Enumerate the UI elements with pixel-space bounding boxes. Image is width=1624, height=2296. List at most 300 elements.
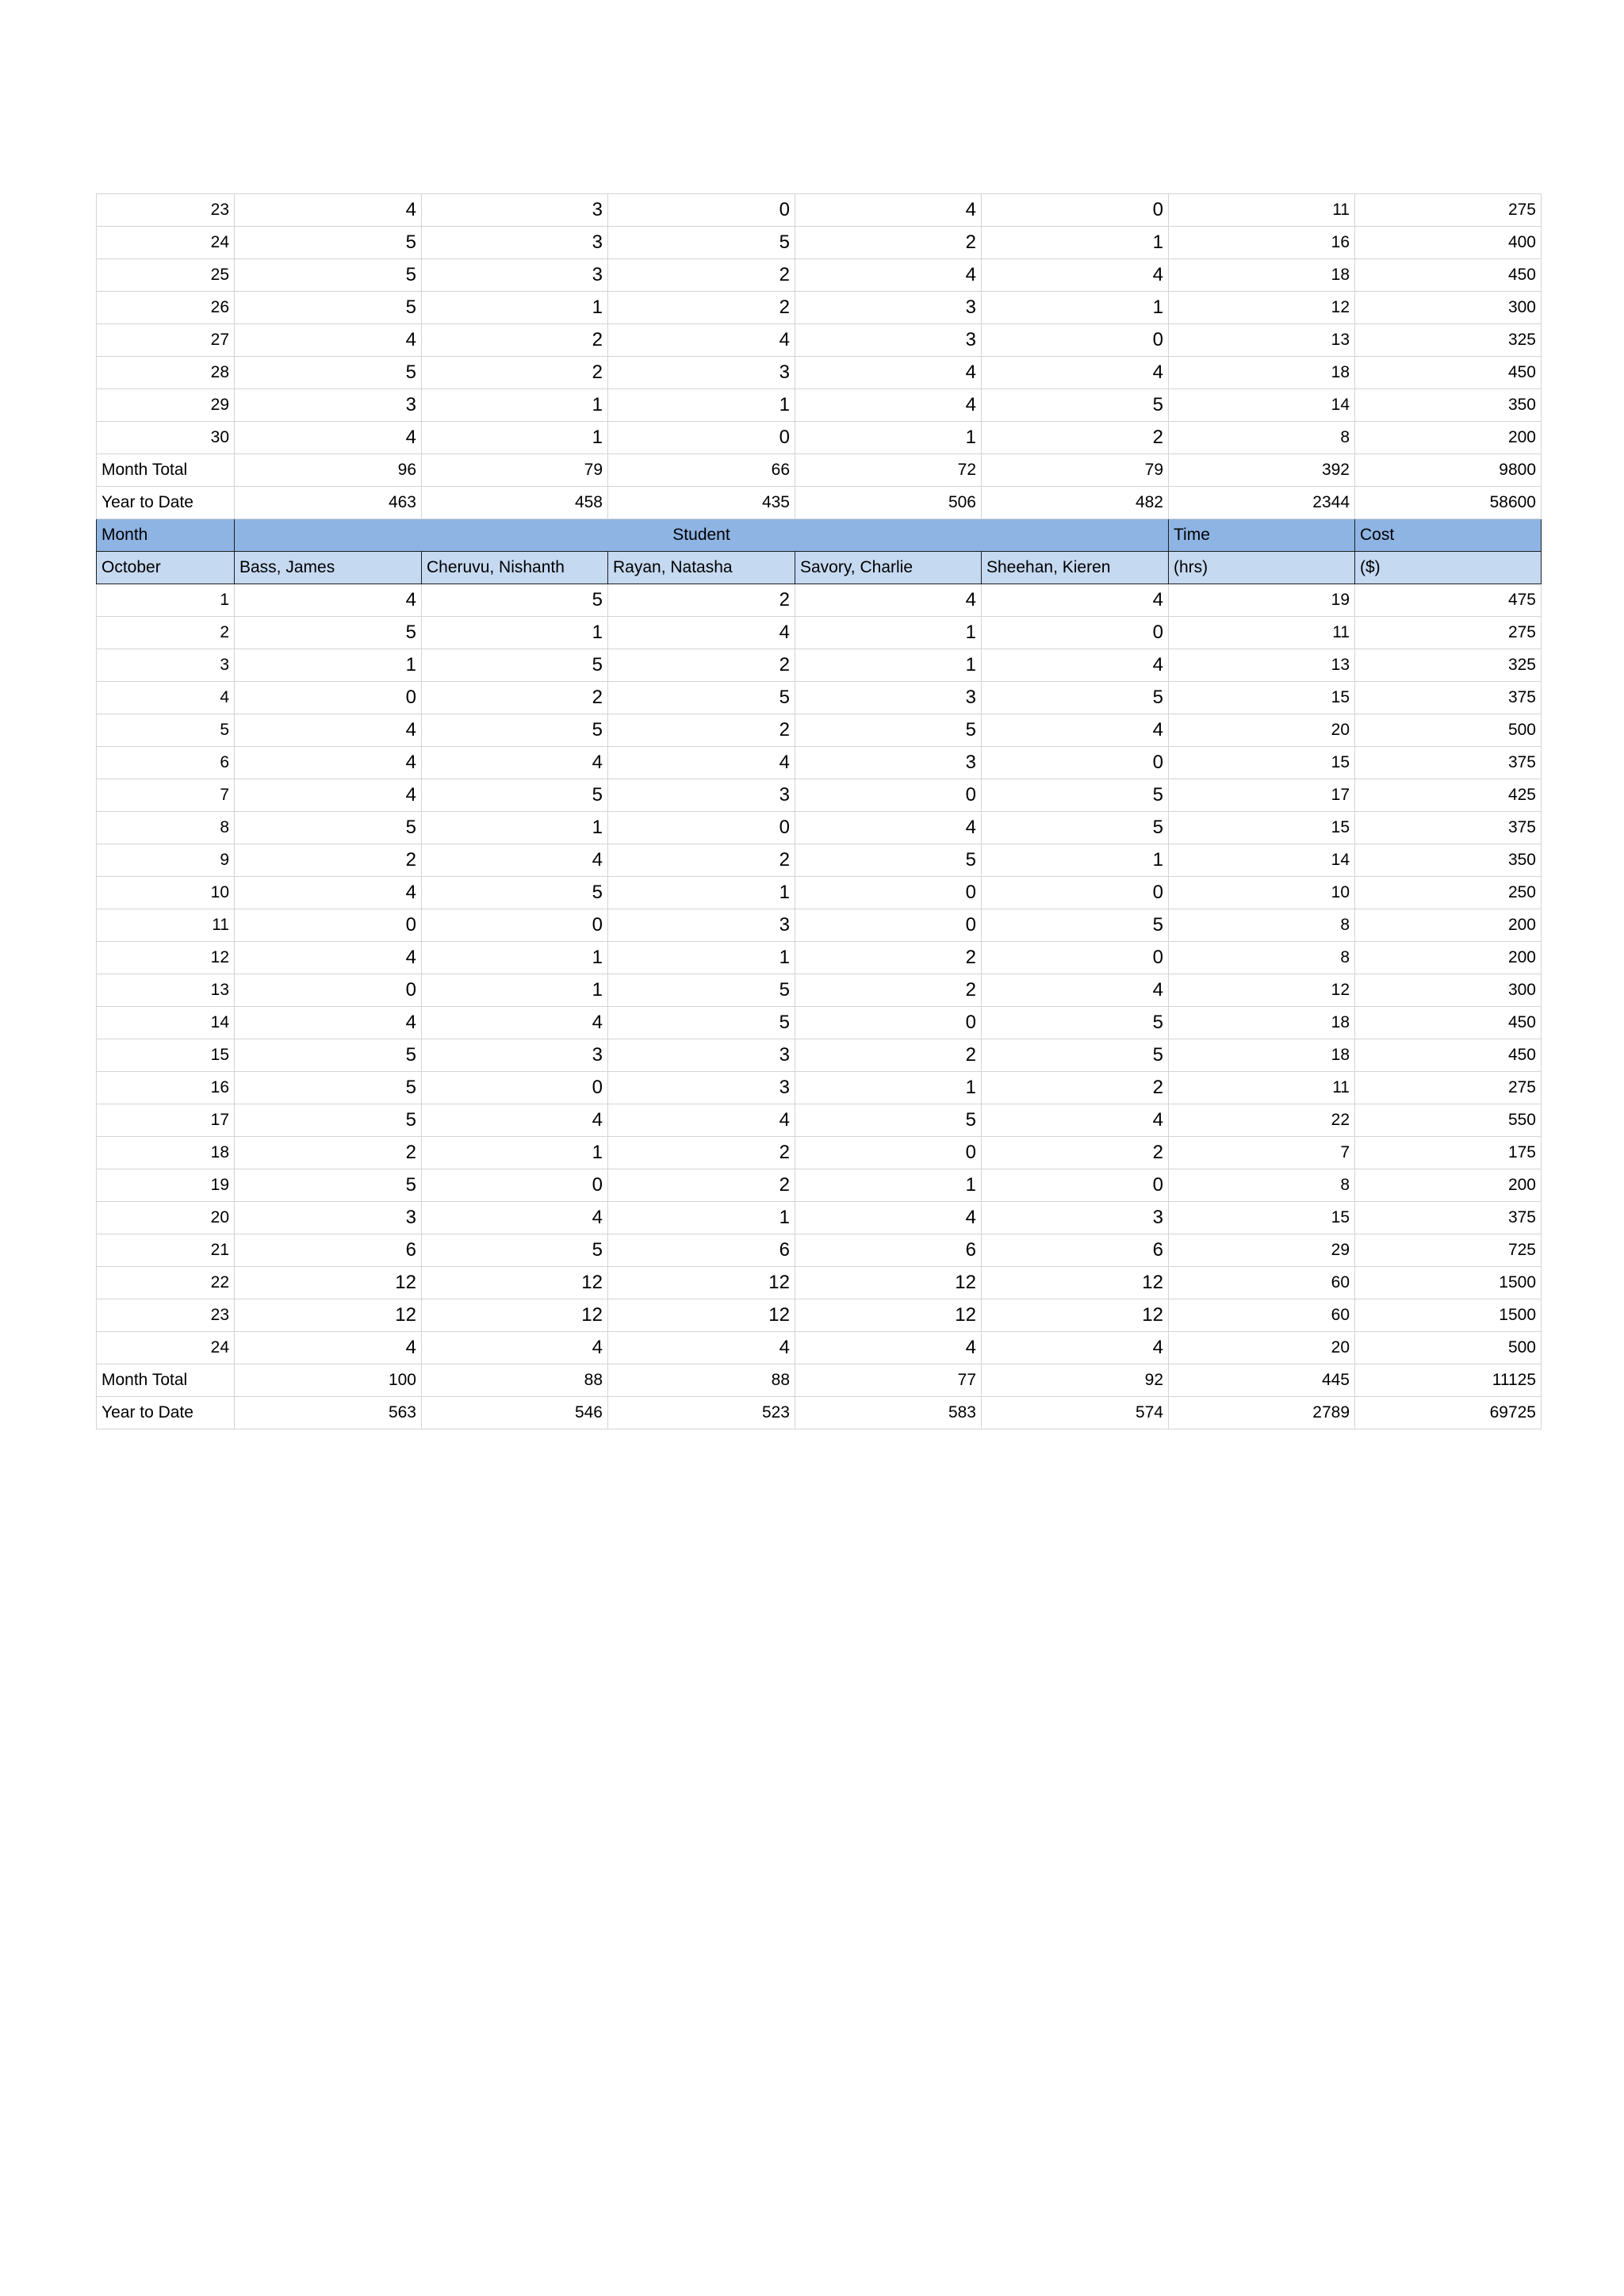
student-hours-cell[interactable]: 0 bbox=[982, 747, 1169, 779]
student-hours-cell[interactable]: 2 bbox=[795, 1039, 982, 1072]
student-hours-cell[interactable]: 2 bbox=[235, 844, 422, 877]
day-cell[interactable]: 23 bbox=[97, 1299, 235, 1332]
student-hours-cell[interactable]: 12 bbox=[982, 1267, 1169, 1299]
time-cell[interactable]: 8 bbox=[1169, 909, 1355, 942]
student-hours-cell[interactable]: 4 bbox=[422, 747, 608, 779]
time-total-cell[interactable]: 392 bbox=[1169, 454, 1355, 487]
student-hours-cell[interactable]: 0 bbox=[422, 1169, 608, 1202]
student-hours-cell[interactable]: 3 bbox=[608, 1039, 795, 1072]
student-hours-cell[interactable]: 5 bbox=[608, 974, 795, 1007]
cost-header: Cost bbox=[1355, 519, 1542, 552]
time-cell[interactable]: 29 bbox=[1169, 1234, 1355, 1267]
student-hours-cell[interactable]: 1 bbox=[422, 974, 608, 1007]
student-hours-cell[interactable]: 6 bbox=[608, 1234, 795, 1267]
student-total-cell[interactable]: 92 bbox=[982, 1364, 1169, 1397]
day-cell[interactable]: 23 bbox=[97, 194, 235, 227]
cost-cell[interactable]: 200 bbox=[1355, 909, 1542, 942]
student-total-cell[interactable]: 77 bbox=[795, 1364, 982, 1397]
student-hours-cell[interactable]: 1 bbox=[422, 389, 608, 422]
student-hours-cell[interactable]: 0 bbox=[608, 194, 795, 227]
day-cell[interactable]: 17 bbox=[97, 1104, 235, 1137]
cost-cell[interactable]: 325 bbox=[1355, 324, 1542, 357]
time-cell[interactable]: 19 bbox=[1169, 584, 1355, 617]
student-hours-cell[interactable]: 0 bbox=[235, 974, 422, 1007]
day-cell[interactable]: 3 bbox=[97, 649, 235, 682]
day-cell[interactable]: 11 bbox=[97, 909, 235, 942]
student-hours-cell[interactable]: 4 bbox=[235, 194, 422, 227]
time-cell[interactable]: 10 bbox=[1169, 877, 1355, 909]
day-cell[interactable]: 22 bbox=[97, 1267, 235, 1299]
table-row bbox=[97, 747, 1542, 779]
student-hours-cell[interactable]: 2 bbox=[982, 422, 1169, 454]
cost-cell[interactable]: 450 bbox=[1355, 357, 1542, 389]
day-cell[interactable]: 12 bbox=[97, 942, 235, 974]
student-hours-cell[interactable]: 5 bbox=[982, 389, 1169, 422]
time-cell[interactable]: 11 bbox=[1169, 194, 1355, 227]
student-hours-cell[interactable]: 2 bbox=[982, 1072, 1169, 1104]
day-cell[interactable]: 21 bbox=[97, 1234, 235, 1267]
day-cell[interactable]: 4 bbox=[97, 682, 235, 714]
student-hours-cell[interactable]: 2 bbox=[608, 584, 795, 617]
student-hours-cell[interactable]: 3 bbox=[795, 682, 982, 714]
student-hours-cell[interactable]: 4 bbox=[795, 389, 982, 422]
cost-cell[interactable]: 400 bbox=[1355, 227, 1542, 259]
cost-cell[interactable]: 550 bbox=[1355, 1104, 1542, 1137]
day-cell[interactable]: 13 bbox=[97, 974, 235, 1007]
time-cell[interactable]: 11 bbox=[1169, 1072, 1355, 1104]
student-hours-cell[interactable]: 4 bbox=[235, 942, 422, 974]
day-cell[interactable]: 16 bbox=[97, 1072, 235, 1104]
day-cell[interactable]: 24 bbox=[97, 1332, 235, 1364]
day-cell[interactable]: 24 bbox=[97, 227, 235, 259]
student-hours-cell[interactable]: 2 bbox=[608, 1169, 795, 1202]
student-hours-cell[interactable]: 12 bbox=[608, 1299, 795, 1332]
student-total-cell[interactable]: 523 bbox=[608, 1397, 795, 1429]
student-hours-cell[interactable]: 2 bbox=[795, 974, 982, 1007]
student-hours-cell[interactable]: 3 bbox=[608, 357, 795, 389]
cost-cell[interactable]: 200 bbox=[1355, 1169, 1542, 1202]
student-hours-cell[interactable]: 0 bbox=[235, 909, 422, 942]
table-row bbox=[97, 942, 1542, 974]
cost-total-cell[interactable]: 58600 bbox=[1355, 487, 1542, 519]
student-total-cell[interactable]: 458 bbox=[422, 487, 608, 519]
student-hours-cell[interactable]: 1 bbox=[422, 617, 608, 649]
student-hours-cell[interactable]: 4 bbox=[982, 584, 1169, 617]
student-hours-cell[interactable]: 4 bbox=[795, 1202, 982, 1234]
time-header: Time bbox=[1169, 519, 1355, 552]
student-total-cell[interactable]: 482 bbox=[982, 487, 1169, 519]
student-hours-cell[interactable]: 5 bbox=[982, 682, 1169, 714]
student-hours-cell[interactable]: 5 bbox=[795, 844, 982, 877]
student-hours-cell[interactable]: 1 bbox=[982, 227, 1169, 259]
time-cell[interactable]: 17 bbox=[1169, 779, 1355, 812]
student-hours-cell[interactable]: 3 bbox=[422, 259, 608, 292]
student-total-cell[interactable]: 88 bbox=[608, 1364, 795, 1397]
time-cell[interactable]: 13 bbox=[1169, 324, 1355, 357]
student-hours-cell[interactable]: 5 bbox=[235, 259, 422, 292]
student-hours-cell[interactable]: 1 bbox=[235, 649, 422, 682]
student-hours-cell[interactable]: 5 bbox=[982, 1039, 1169, 1072]
student-hours-cell[interactable]: 1 bbox=[795, 422, 982, 454]
student-hours-cell[interactable]: 4 bbox=[235, 422, 422, 454]
student-name: Rayan, Natasha bbox=[608, 552, 795, 584]
student-hours-cell[interactable]: 5 bbox=[795, 714, 982, 747]
student-hours-cell[interactable]: 0 bbox=[422, 1072, 608, 1104]
student-hours-cell[interactable]: 5 bbox=[235, 292, 422, 324]
student-total-cell[interactable]: 546 bbox=[422, 1397, 608, 1429]
row-label[interactable]: Year to Date bbox=[97, 487, 235, 519]
row-label[interactable]: Year to Date bbox=[97, 1397, 235, 1429]
student-hours-cell[interactable]: 2 bbox=[608, 649, 795, 682]
time-cell[interactable]: 18 bbox=[1169, 357, 1355, 389]
time-cell[interactable]: 20 bbox=[1169, 714, 1355, 747]
day-cell[interactable]: 8 bbox=[97, 812, 235, 844]
student-hours-cell[interactable]: 1 bbox=[422, 292, 608, 324]
time-cell[interactable]: 12 bbox=[1169, 292, 1355, 324]
row-label[interactable]: Month Total bbox=[97, 454, 235, 487]
student-hours-cell[interactable]: 4 bbox=[235, 877, 422, 909]
student-hours-cell[interactable]: 3 bbox=[608, 909, 795, 942]
student-hours-cell[interactable]: 5 bbox=[795, 1104, 982, 1137]
student-total-cell[interactable]: 96 bbox=[235, 454, 422, 487]
cost-cell[interactable]: 425 bbox=[1355, 779, 1542, 812]
time-total-cell[interactable]: 2344 bbox=[1169, 487, 1355, 519]
student-hours-cell[interactable]: 1 bbox=[422, 1137, 608, 1169]
student-hours-cell[interactable]: 6 bbox=[235, 1234, 422, 1267]
student-total-cell[interactable]: 506 bbox=[795, 487, 982, 519]
cost-cell[interactable]: 375 bbox=[1355, 747, 1542, 779]
student-hours-cell[interactable]: 1 bbox=[795, 1072, 982, 1104]
student-name: Cheruvu, Nishanth bbox=[422, 552, 608, 584]
cost-cell[interactable]: 300 bbox=[1355, 292, 1542, 324]
time-cell[interactable]: 11 bbox=[1169, 617, 1355, 649]
cost-cell[interactable]: 275 bbox=[1355, 1072, 1542, 1104]
student-hours-cell[interactable]: 2 bbox=[982, 1137, 1169, 1169]
cost-cell[interactable]: 200 bbox=[1355, 942, 1542, 974]
time-cell[interactable]: 12 bbox=[1169, 974, 1355, 1007]
student-hours-cell[interactable]: 5 bbox=[235, 227, 422, 259]
student-total-cell[interactable]: 435 bbox=[608, 487, 795, 519]
cost-cell[interactable]: 350 bbox=[1355, 844, 1542, 877]
cost-cell[interactable]: 375 bbox=[1355, 1202, 1542, 1234]
student-hours-cell[interactable]: 4 bbox=[608, 1104, 795, 1137]
cost-cell[interactable]: 200 bbox=[1355, 422, 1542, 454]
tuition-log-sheet bbox=[96, 193, 1542, 1429]
student-hours-cell[interactable]: 4 bbox=[422, 1202, 608, 1234]
student-hours-cell[interactable]: 2 bbox=[795, 942, 982, 974]
student-total-cell[interactable]: 72 bbox=[795, 454, 982, 487]
student-total-cell[interactable]: 583 bbox=[795, 1397, 982, 1429]
student-hours-cell[interactable]: 12 bbox=[235, 1299, 422, 1332]
time-cell[interactable]: 15 bbox=[1169, 682, 1355, 714]
cost-total-cell[interactable]: 9800 bbox=[1355, 454, 1542, 487]
student-hours-cell[interactable]: 4 bbox=[235, 324, 422, 357]
student-hours-cell[interactable]: 0 bbox=[982, 324, 1169, 357]
cost-cell[interactable]: 375 bbox=[1355, 812, 1542, 844]
student-hours-cell[interactable]: 1 bbox=[422, 942, 608, 974]
student-hours-cell[interactable]: 4 bbox=[795, 1332, 982, 1364]
student-hours-cell[interactable]: 3 bbox=[422, 194, 608, 227]
student-hours-cell[interactable]: 5 bbox=[608, 682, 795, 714]
cost-cell[interactable]: 475 bbox=[1355, 584, 1542, 617]
cost-total-cell[interactable]: 69725 bbox=[1355, 1397, 1542, 1429]
student-hours-cell[interactable]: 0 bbox=[795, 909, 982, 942]
student-hours-cell[interactable]: 4 bbox=[422, 1104, 608, 1137]
student-hours-cell[interactable]: 4 bbox=[608, 747, 795, 779]
student-hours-cell[interactable]: 5 bbox=[235, 617, 422, 649]
day-cell[interactable]: 30 bbox=[97, 422, 235, 454]
time-cell[interactable]: 22 bbox=[1169, 1104, 1355, 1137]
student-hours-cell[interactable]: 2 bbox=[608, 844, 795, 877]
student-total-cell[interactable]: 66 bbox=[608, 454, 795, 487]
student-hours-cell[interactable]: 12 bbox=[235, 1267, 422, 1299]
student-hours-cell[interactable]: 5 bbox=[422, 714, 608, 747]
cost-cell[interactable]: 375 bbox=[1355, 682, 1542, 714]
student-hours-cell[interactable]: 1 bbox=[608, 389, 795, 422]
time-cell[interactable]: 20 bbox=[1169, 1332, 1355, 1364]
day-cell[interactable]: 7 bbox=[97, 779, 235, 812]
student-hours-cell[interactable]: 3 bbox=[795, 324, 982, 357]
day-cell[interactable]: 2 bbox=[97, 617, 235, 649]
student-hours-cell[interactable]: 12 bbox=[422, 1267, 608, 1299]
time-cell[interactable]: 15 bbox=[1169, 1202, 1355, 1234]
cost-cell[interactable]: 500 bbox=[1355, 714, 1542, 747]
student-hours-cell[interactable]: 1 bbox=[982, 292, 1169, 324]
cost-cell[interactable]: 450 bbox=[1355, 259, 1542, 292]
time-total-cell[interactable]: 2789 bbox=[1169, 1397, 1355, 1429]
student-hours-cell[interactable]: 3 bbox=[608, 779, 795, 812]
student-hours-cell[interactable]: 1 bbox=[608, 942, 795, 974]
day-cell[interactable]: 18 bbox=[97, 1137, 235, 1169]
day-cell[interactable]: 20 bbox=[97, 1202, 235, 1234]
student-hours-cell[interactable]: 12 bbox=[982, 1299, 1169, 1332]
student-hours-cell[interactable]: 3 bbox=[795, 747, 982, 779]
cost-cell[interactable]: 450 bbox=[1355, 1039, 1542, 1072]
time-cell[interactable]: 13 bbox=[1169, 649, 1355, 682]
cost-cell[interactable]: 500 bbox=[1355, 1332, 1542, 1364]
time-cell[interactable]: 18 bbox=[1169, 1007, 1355, 1039]
student-hours-cell[interactable]: 4 bbox=[608, 617, 795, 649]
student-hours-cell[interactable]: 2 bbox=[235, 1137, 422, 1169]
student-hours-cell[interactable]: 5 bbox=[235, 357, 422, 389]
cost-cell[interactable]: 350 bbox=[1355, 389, 1542, 422]
student-hours-cell[interactable]: 4 bbox=[235, 747, 422, 779]
student-hours-cell[interactable]: 3 bbox=[795, 292, 982, 324]
student-hours-cell[interactable]: 5 bbox=[422, 779, 608, 812]
student-hours-cell[interactable]: 1 bbox=[608, 877, 795, 909]
student-total-cell[interactable]: 79 bbox=[982, 454, 1169, 487]
time-cell[interactable]: 15 bbox=[1169, 812, 1355, 844]
student-hours-cell[interactable]: 4 bbox=[982, 357, 1169, 389]
student-hours-cell[interactable]: 0 bbox=[795, 877, 982, 909]
time-cell[interactable]: 60 bbox=[1169, 1267, 1355, 1299]
day-cell[interactable]: 26 bbox=[97, 292, 235, 324]
student-hours-cell[interactable]: 5 bbox=[235, 812, 422, 844]
student-hours-cell[interactable]: 3 bbox=[422, 1039, 608, 1072]
table-row bbox=[97, 1202, 1542, 1234]
cost-total-cell[interactable]: 11125 bbox=[1355, 1364, 1542, 1397]
time-cell[interactable]: 8 bbox=[1169, 422, 1355, 454]
day-cell[interactable]: 27 bbox=[97, 324, 235, 357]
student-hours-cell[interactable]: 1 bbox=[422, 812, 608, 844]
student-hours-cell[interactable]: 4 bbox=[982, 649, 1169, 682]
student-hours-cell[interactable]: 4 bbox=[982, 259, 1169, 292]
student-hours-cell[interactable]: 2 bbox=[608, 1137, 795, 1169]
student-header: Student bbox=[235, 519, 1169, 552]
student-hours-cell[interactable]: 4 bbox=[235, 714, 422, 747]
table-row bbox=[97, 844, 1542, 877]
student-hours-cell[interactable]: 5 bbox=[235, 1104, 422, 1137]
student-hours-cell[interactable]: 4 bbox=[422, 1007, 608, 1039]
student-total-cell[interactable]: 563 bbox=[235, 1397, 422, 1429]
student-hours-cell[interactable]: 5 bbox=[982, 812, 1169, 844]
student-hours-cell[interactable]: 4 bbox=[982, 714, 1169, 747]
student-hours-cell[interactable]: 0 bbox=[422, 909, 608, 942]
student-hours-cell[interactable]: 0 bbox=[982, 942, 1169, 974]
student-total-cell[interactable]: 463 bbox=[235, 487, 422, 519]
time-cell[interactable]: 7 bbox=[1169, 1137, 1355, 1169]
student-hours-cell[interactable]: 5 bbox=[422, 649, 608, 682]
student-hours-cell[interactable]: 4 bbox=[608, 1332, 795, 1364]
time-cell[interactable]: 14 bbox=[1169, 844, 1355, 877]
student-hours-cell[interactable]: 1 bbox=[795, 617, 982, 649]
cost-cell[interactable]: 1500 bbox=[1355, 1267, 1542, 1299]
student-hours-cell[interactable]: 4 bbox=[235, 1332, 422, 1364]
time-cell[interactable]: 18 bbox=[1169, 1039, 1355, 1072]
student-hours-cell[interactable]: 2 bbox=[422, 357, 608, 389]
student-hours-cell[interactable]: 0 bbox=[608, 812, 795, 844]
student-hours-cell[interactable]: 2 bbox=[795, 227, 982, 259]
day-cell[interactable]: 5 bbox=[97, 714, 235, 747]
student-hours-cell[interactable]: 6 bbox=[982, 1234, 1169, 1267]
student-hours-cell[interactable]: 4 bbox=[235, 779, 422, 812]
student-hours-cell[interactable]: 4 bbox=[235, 584, 422, 617]
student-hours-cell[interactable]: 0 bbox=[795, 779, 982, 812]
student-hours-cell[interactable]: 0 bbox=[235, 682, 422, 714]
student-hours-cell[interactable]: 4 bbox=[795, 194, 982, 227]
student-hours-cell[interactable]: 5 bbox=[608, 227, 795, 259]
student-hours-cell[interactable]: 1 bbox=[608, 1202, 795, 1234]
student-hours-cell[interactable]: 4 bbox=[235, 1007, 422, 1039]
student-hours-cell[interactable]: 5 bbox=[422, 1234, 608, 1267]
cost-cell[interactable]: 1500 bbox=[1355, 1299, 1542, 1332]
cost-cell[interactable]: 275 bbox=[1355, 194, 1542, 227]
day-cell[interactable]: 29 bbox=[97, 389, 235, 422]
student-hours-cell[interactable]: 3 bbox=[608, 1072, 795, 1104]
student-hours-cell[interactable]: 12 bbox=[422, 1299, 608, 1332]
student-hours-cell[interactable]: 4 bbox=[608, 324, 795, 357]
student-hours-cell[interactable]: 5 bbox=[235, 1169, 422, 1202]
student-hours-cell[interactable]: 1 bbox=[795, 649, 982, 682]
student-total-cell[interactable]: 79 bbox=[422, 454, 608, 487]
student-hours-cell[interactable]: 3 bbox=[235, 1202, 422, 1234]
time-cell[interactable]: 16 bbox=[1169, 227, 1355, 259]
student-hours-cell[interactable]: 1 bbox=[795, 1169, 982, 1202]
student-hours-cell[interactable]: 1 bbox=[422, 422, 608, 454]
table-row bbox=[97, 227, 1542, 259]
day-cell[interactable]: 9 bbox=[97, 844, 235, 877]
student-hours-cell[interactable]: 2 bbox=[422, 682, 608, 714]
student-hours-cell[interactable]: 2 bbox=[422, 324, 608, 357]
student-hours-cell[interactable]: 5 bbox=[422, 877, 608, 909]
day-cell[interactable]: 6 bbox=[97, 747, 235, 779]
student-hours-cell[interactable]: 3 bbox=[422, 227, 608, 259]
cost-cell[interactable]: 250 bbox=[1355, 877, 1542, 909]
student-hours-cell[interactable]: 4 bbox=[795, 584, 982, 617]
student-hours-cell[interactable]: 4 bbox=[795, 357, 982, 389]
cost-cell[interactable]: 325 bbox=[1355, 649, 1542, 682]
cost-cell[interactable]: 275 bbox=[1355, 617, 1542, 649]
cost-cell[interactable]: 175 bbox=[1355, 1137, 1542, 1169]
student-hours-cell[interactable]: 2 bbox=[608, 259, 795, 292]
student-hours-cell[interactable]: 12 bbox=[795, 1299, 982, 1332]
student-hours-cell[interactable]: 0 bbox=[795, 1137, 982, 1169]
student-hours-cell[interactable]: 12 bbox=[608, 1267, 795, 1299]
student-hours-cell[interactable]: 0 bbox=[982, 194, 1169, 227]
student-hours-cell[interactable]: 5 bbox=[608, 1007, 795, 1039]
cost-cell[interactable]: 300 bbox=[1355, 974, 1542, 1007]
student-hours-cell[interactable]: 0 bbox=[982, 617, 1169, 649]
student-hours-cell[interactable]: 5 bbox=[982, 909, 1169, 942]
student-hours-cell[interactable]: 0 bbox=[982, 1169, 1169, 1202]
student-hours-cell[interactable]: 12 bbox=[795, 1267, 982, 1299]
student-hours-cell[interactable]: 4 bbox=[795, 812, 982, 844]
student-total-cell[interactable]: 574 bbox=[982, 1397, 1169, 1429]
student-hours-cell[interactable]: 2 bbox=[608, 292, 795, 324]
student-hours-cell[interactable]: 4 bbox=[982, 974, 1169, 1007]
student-hours-cell[interactable]: 5 bbox=[235, 1039, 422, 1072]
student-hours-cell[interactable]: 0 bbox=[795, 1007, 982, 1039]
row-label[interactable]: Month Total bbox=[97, 1364, 235, 1397]
cost-cell[interactable]: 450 bbox=[1355, 1007, 1542, 1039]
student-hours-cell[interactable]: 4 bbox=[422, 844, 608, 877]
cost-cell[interactable]: 725 bbox=[1355, 1234, 1542, 1267]
student-hours-cell[interactable]: 0 bbox=[982, 877, 1169, 909]
student-hours-cell[interactable]: 5 bbox=[422, 584, 608, 617]
day-cell[interactable]: 15 bbox=[97, 1039, 235, 1072]
day-cell[interactable]: 14 bbox=[97, 1007, 235, 1039]
time-cell[interactable]: 8 bbox=[1169, 1169, 1355, 1202]
day-cell[interactable]: 25 bbox=[97, 259, 235, 292]
time-cell[interactable]: 15 bbox=[1169, 747, 1355, 779]
student-hours-cell[interactable]: 5 bbox=[982, 779, 1169, 812]
day-cell[interactable]: 19 bbox=[97, 1169, 235, 1202]
time-cell[interactable]: 60 bbox=[1169, 1299, 1355, 1332]
student-hours-cell[interactable]: 5 bbox=[235, 1072, 422, 1104]
time-total-cell[interactable]: 445 bbox=[1169, 1364, 1355, 1397]
student-hours-cell[interactable]: 4 bbox=[422, 1332, 608, 1364]
student-hours-cell[interactable]: 3 bbox=[982, 1202, 1169, 1234]
student-hours-cell[interactable]: 4 bbox=[795, 259, 982, 292]
table-row bbox=[97, 1072, 1542, 1104]
student-hours-cell[interactable]: 4 bbox=[982, 1104, 1169, 1137]
time-cell[interactable]: 14 bbox=[1169, 389, 1355, 422]
time-cell[interactable]: 8 bbox=[1169, 942, 1355, 974]
student-hours-cell[interactable]: 1 bbox=[982, 844, 1169, 877]
day-cell[interactable]: 28 bbox=[97, 357, 235, 389]
student-hours-cell[interactable]: 3 bbox=[235, 389, 422, 422]
student-hours-cell[interactable]: 6 bbox=[795, 1234, 982, 1267]
student-hours-cell[interactable]: 4 bbox=[982, 1332, 1169, 1364]
student-hours-cell[interactable]: 0 bbox=[608, 422, 795, 454]
day-cell[interactable]: 10 bbox=[97, 877, 235, 909]
student-total-cell[interactable]: 100 bbox=[235, 1364, 422, 1397]
day-cell[interactable]: 1 bbox=[97, 584, 235, 617]
student-hours-cell[interactable]: 5 bbox=[982, 1007, 1169, 1039]
time-cell[interactable]: 18 bbox=[1169, 259, 1355, 292]
student-total-cell[interactable]: 88 bbox=[422, 1364, 608, 1397]
student-hours-cell[interactable]: 2 bbox=[608, 714, 795, 747]
